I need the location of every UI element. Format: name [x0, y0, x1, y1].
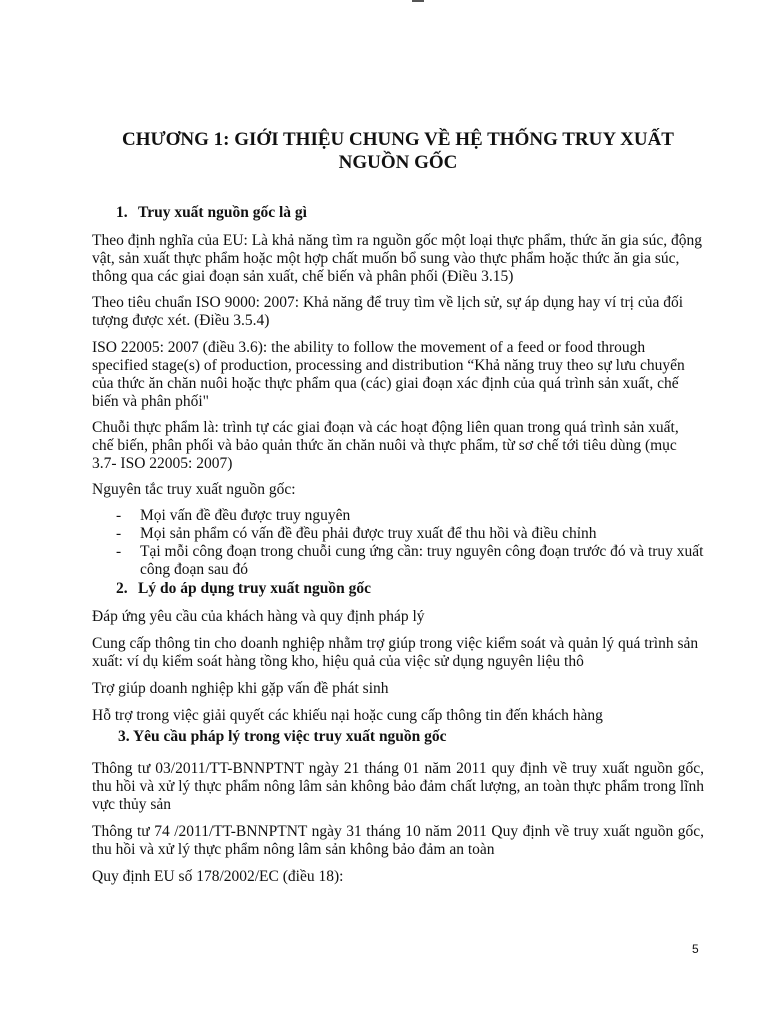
paragraph-iso22005: ISO 22005: 2007 (điều 3.6): the ability to follow the movement of a feed or food through specified stage(s) of production, processing and distribution “Khả năng truy theo sự lưu chuyển của thức ăn chăn nuôi hoặc thực phẩm qua (các) giai đoạn xác định của quá trình sản xuất, chế biến và phân phối": [92, 339, 685, 410]
list-item: - Mọi vấn đề đều được truy nguyên: [92, 507, 704, 525]
top-edge-mark: [412, 0, 424, 2]
section-number: 1.: [116, 204, 128, 221]
paragraph-eu-regulation: Quy định EU số 178/2002/EC (điều 18):: [92, 868, 344, 885]
section-heading-2: [92, 579, 704, 598]
paragraph-food-chain: Chuỗi thực phẩm là: trình tự các giai đoạn và các hoạt động liên quan trong quá trình sản xuất, chế biến, phân phối và bảo quản thức ăn chăn nuôi và thực phẩm, từ sơ chế tới tiêu dùng (mục 3.7- ISO 22005: 2007): [92, 419, 679, 472]
paragraph-eu-definition: Theo định nghĩa của EU: Là khả năng tìm ra nguồn gốc một loại thực phẩm, thức ăn gia súc, động vật, sản xuất thực phẩm hoặc một hợp chất muốn bổ sung vào thực phẩm hoặc thức ăn gia súc, thông qua các giai đoạn sản xuất, chế biến và phân phối (Điều 3.15): [92, 232, 702, 285]
document-page: [92, 128, 704, 886]
chapter-title: CHƯƠNG 1: GIỚI THIỆU CHUNG VỀ HỆ THỐNG TRUY XUẤT NGUỒN GỐC: [122, 129, 674, 173]
principles-list: [92, 507, 704, 579]
list-item: - Mọi sản phẩm có vấn đề đều phải được truy xuất để thu hồi và điều chỉnh: [92, 525, 704, 543]
section-title: Lý do áp dụng truy xuất nguồn gốc: [138, 580, 371, 597]
paragraph-business-help: Trợ giúp doanh nghiệp khi gặp vấn đề phát sinh: [92, 680, 389, 697]
section-number: 3.: [118, 728, 130, 745]
paragraph-complaints: Hỗ trợ trong việc giải quyết các khiếu nại hoặc cung cấp thông tin đến khách hàng: [92, 707, 603, 724]
paragraph-principles-intro: Nguyên tắc truy xuất nguồn gốc:: [92, 481, 296, 498]
section-heading-1: [92, 203, 704, 222]
paragraph-customer-requirements: Đáp ứng yêu cầu của khách hàng và quy định pháp lý: [92, 608, 425, 625]
list-item: - Tại mỗi công đoạn trong chuỗi cung ứng cần: truy nguyên công đoạn trước đó và truy xuất công đoạn sau đó: [92, 543, 704, 579]
paragraph-circular-03: Thông tư 03/2011/TT-BNNPTNT ngày 21 tháng 01 năm 2011 quy định về truy xuất nguồn gốc, thu hồi và xử lý thực phẩm nông lâm sản không bảo đảm chất lượng, an toàn thực phẩm trong lĩnh vực thủy sản: [92, 760, 704, 813]
paragraph-business-info: Cung cấp thông tin cho doanh nghiệp nhằm trợ giúp trong việc kiểm soát và quản lý quá trình sản xuất: ví dụ kiểm soát hàng tồng kho, hiệu quả của việc sử dụng nguyên liệu thô: [92, 635, 699, 670]
section-number: 2.: [116, 580, 128, 597]
section-heading-3: [92, 727, 704, 746]
page-number: 5: [692, 942, 699, 956]
paragraph-circular-74: Thông tư 74 /2011/TT-BNNPTNT ngày 31 tháng 10 năm 2011 Quy định về truy xuất nguồn gốc, thu hồi và xử lý thực phẩm nông lâm sản không bảo đảm an toàn: [92, 823, 704, 858]
paragraph-iso9000: Theo tiêu chuẩn ISO 9000: 2007: Khả năng để truy tìm về lịch sử, sự áp dụng hay ví trị của đối tượng được xét. (Điều 3.5.4): [92, 294, 684, 329]
section-title: Yêu cầu pháp lý trong việc truy xuất nguồn gốc: [132, 728, 447, 745]
section-title: Truy xuất nguồn gốc là gì: [138, 204, 307, 221]
